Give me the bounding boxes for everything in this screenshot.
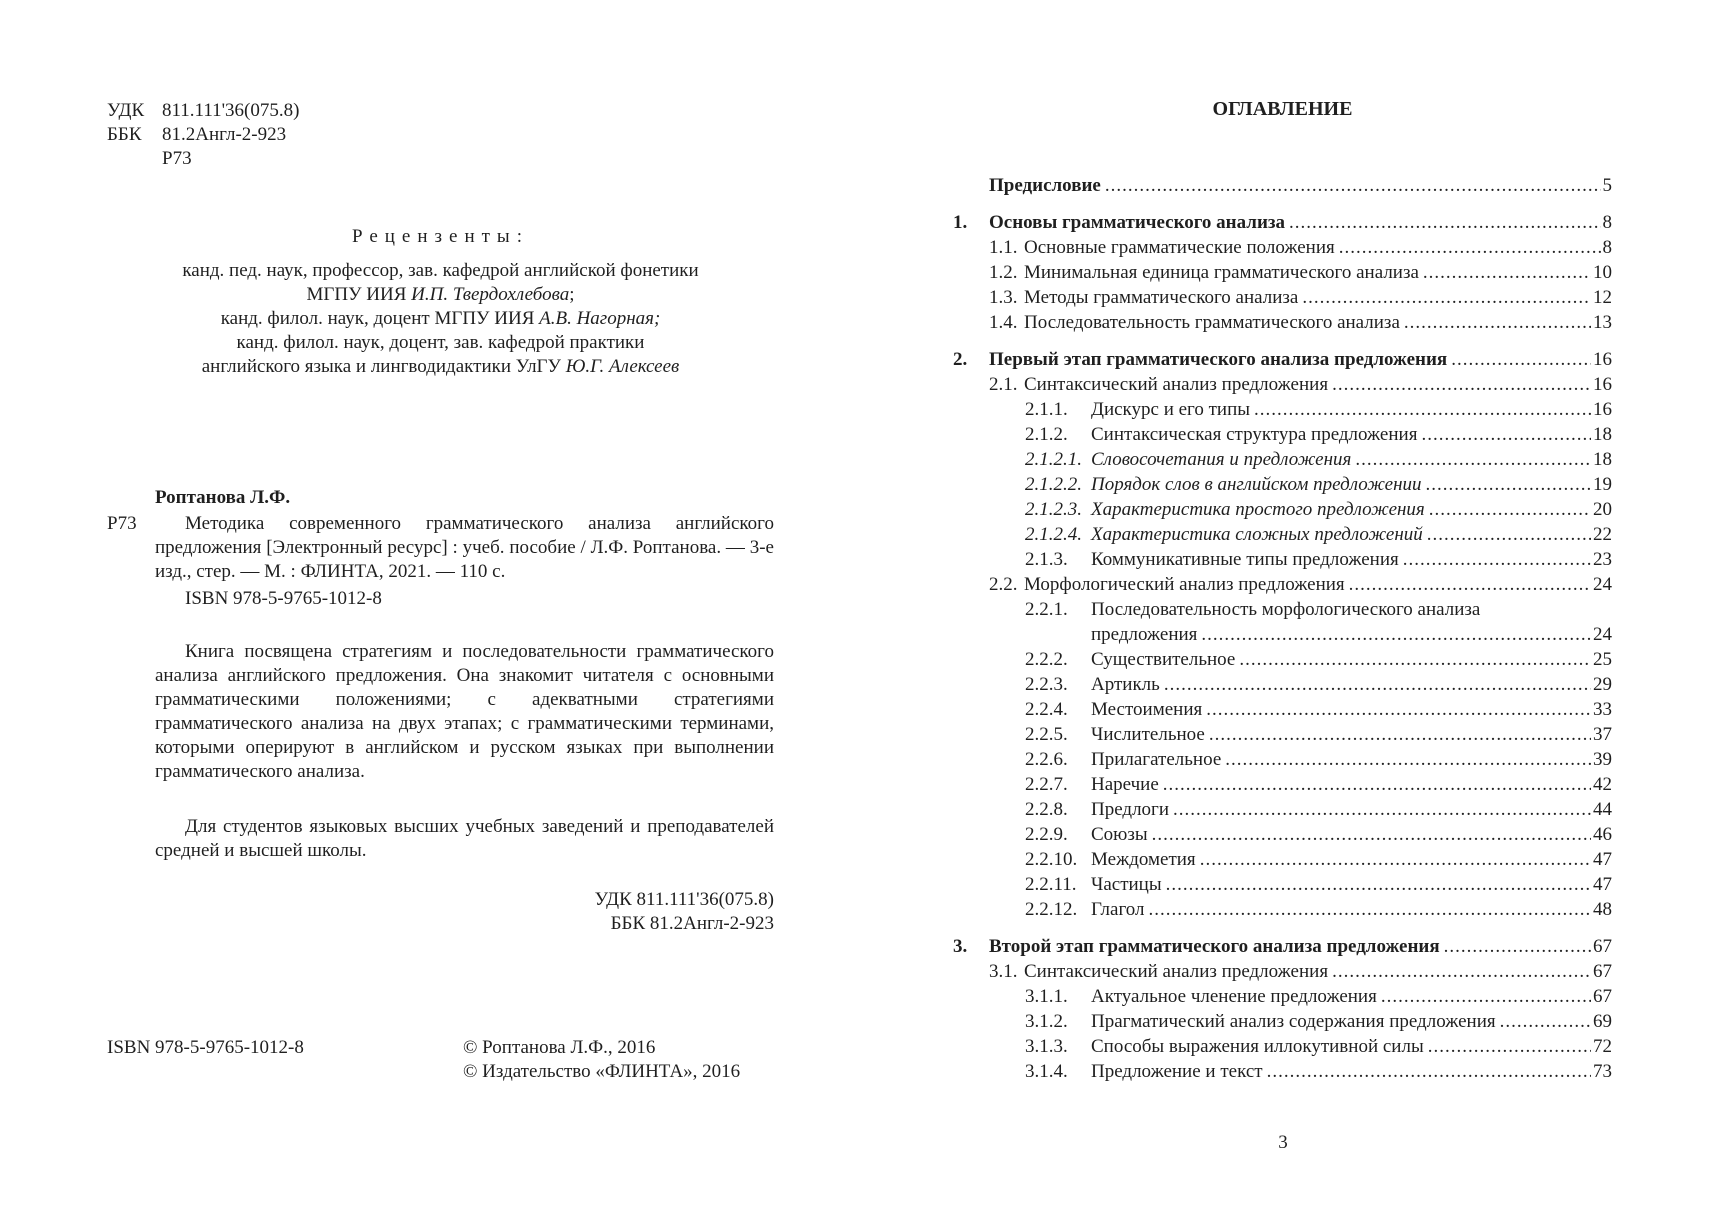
toc-entry <box>953 498 1612 523</box>
toc-dot-leader <box>1200 848 1591 872</box>
toc-entry-label: предложения <box>1091 624 1198 645</box>
toc-dot-leader <box>1349 573 1591 597</box>
toc-entry-number: 2.2.11. <box>1025 874 1077 895</box>
biblio-description <box>155 512 774 584</box>
toc-entry <box>953 748 1612 773</box>
toc-entry-page: 13 <box>1593 312 1612 333</box>
toc-entry-page: 67 <box>1593 961 1612 982</box>
toc-entry <box>953 573 1612 598</box>
toc-dot-leader <box>1404 311 1591 335</box>
toc-entry <box>953 174 1612 199</box>
toc-dot-leader <box>1201 623 1591 647</box>
reviewer-line-4: канд. филол. наук, доцент, зав. кафедрой практики <box>236 332 645 353</box>
toc-entry-label: Основы грамматического анализа <box>989 212 1286 233</box>
toc-entry-label: Предисловие <box>989 175 1101 196</box>
toc-entry-label: Морфологический анализ предложения <box>1024 574 1345 595</box>
toc-dot-leader <box>1355 448 1591 472</box>
biblio-isbn: ISBN 978-5-9765-1012-8 <box>185 588 382 609</box>
toc-entry <box>953 848 1612 873</box>
toc-dot-leader <box>1332 373 1591 397</box>
reviewer-name-3: Ю.Г. Алексеев <box>565 356 680 377</box>
toc-entry-number: 2.1.1. <box>1025 399 1068 420</box>
reviewer-line-2 <box>107 283 774 307</box>
toc-dot-leader <box>1381 985 1591 1009</box>
toc-entry <box>953 935 1612 960</box>
copyright-author: © Роптанова Л.Ф., 2016 <box>463 1037 656 1058</box>
copyright-block <box>463 1036 740 1084</box>
toc-entry-label: Минимальная единица грамматического анализа <box>1024 262 1419 283</box>
toc-entry-number: 2.1.3. <box>1025 549 1068 570</box>
toc-entry <box>953 723 1612 748</box>
toc-entry-page: 10 <box>1593 262 1612 283</box>
toc-dot-leader <box>1209 723 1591 747</box>
toc-entry-number: 2.2.6. <box>1025 749 1068 770</box>
toc-entry-number: 2.1.2.2. <box>1025 474 1082 495</box>
toc-dot-leader <box>1166 873 1591 897</box>
toc-entry <box>953 423 1612 448</box>
toc-entry-page: 18 <box>1593 449 1612 470</box>
toc-dot-leader <box>1225 748 1591 772</box>
page-number: 3 <box>1278 1132 1288 1153</box>
toc-entry <box>953 698 1612 723</box>
toc-entry <box>953 823 1612 848</box>
toc-entry-label: Актуальное членение предложения <box>1091 986 1377 1007</box>
toc-dot-leader <box>1163 773 1591 797</box>
toc-entry-page: 20 <box>1593 499 1612 520</box>
toc-dot-leader <box>1421 423 1591 447</box>
reviewer-line-1: канд. пед. наук, профессор, зав. кафедрой английской фонетики <box>182 260 699 281</box>
toc-entry-page: 46 <box>1593 824 1612 845</box>
bbk-label: ББК <box>107 124 142 145</box>
toc-entry-label: Глагол <box>1091 899 1145 920</box>
toc-entry-page: 33 <box>1593 699 1612 720</box>
toc-entry-number: 2.2. <box>989 574 1018 595</box>
author-code: Р73 <box>162 148 192 169</box>
reviewer-affil-3: английского языка и лингводидактики УлГУ <box>201 356 566 377</box>
toc-entry <box>953 398 1612 423</box>
toc-entry-label: Коммуникативные типы предложения <box>1091 549 1399 570</box>
toc-entry-label: Характеристика сложных предложений <box>1091 524 1423 545</box>
toc-entry-number: 3.1.1. <box>1025 986 1068 1007</box>
annotation-paragraph-2 <box>155 815 774 863</box>
reviewer-line-5 <box>107 355 774 379</box>
toc-entry-label: Порядок слов в английском предложении <box>1091 474 1422 495</box>
toc-dot-leader <box>1206 698 1591 722</box>
toc-dot-leader <box>1428 1035 1591 1059</box>
toc-entry-label: Частицы <box>1091 874 1162 895</box>
toc-title: ОГЛАВЛЕНИЕ <box>1212 98 1353 120</box>
toc-entry-page: 5 <box>1602 175 1612 196</box>
bbk-line <box>107 123 299 147</box>
toc-entry <box>953 598 1612 623</box>
reviewer-affil-2: канд. филол. наук, доцент МГПУ ИИЯ <box>220 308 540 329</box>
toc-entry <box>953 286 1612 311</box>
toc-entry <box>953 960 1612 985</box>
toc-entry <box>953 373 1612 398</box>
toc-entry <box>953 673 1612 698</box>
toc-entry-page: 73 <box>1593 1061 1612 1082</box>
reviewer-line-3 <box>107 307 774 331</box>
toc-dot-leader <box>1423 261 1591 285</box>
toc-entry <box>953 1035 1612 1060</box>
toc-entry-number: 2.2.3. <box>1025 674 1068 695</box>
toc-entry <box>953 523 1612 548</box>
toc-dot-leader <box>1267 1060 1591 1084</box>
toc-entry-page: 16 <box>1593 349 1612 370</box>
toc-entry <box>953 648 1612 673</box>
toc-entry-page: 16 <box>1593 374 1612 395</box>
toc-dot-leader <box>1429 498 1591 522</box>
udk-block <box>107 99 299 171</box>
toc-entry-number: 2. <box>953 349 968 370</box>
toc-dot-leader <box>1403 548 1591 572</box>
toc-entry-page: 19 <box>1593 474 1612 495</box>
toc-dot-leader <box>1426 473 1591 497</box>
toc-entry-number: 2.1.2.4. <box>1025 524 1082 545</box>
toc-entry-label: Второй этап грамматического анализа предложения <box>989 936 1440 957</box>
toc-entry <box>953 261 1612 286</box>
toc-dot-leader <box>1332 960 1591 984</box>
toc-entry-number: 1. <box>953 212 968 233</box>
toc-entry-label: Наречие <box>1091 774 1159 795</box>
toc-dot-leader <box>1173 798 1591 822</box>
toc-entry-label: Характеристика простого предложения <box>1091 499 1425 520</box>
udk-line <box>107 99 299 123</box>
toc-entry-number: 2.1. <box>989 374 1018 395</box>
toc-entry-label: Последовательность морфологического анализа <box>1091 599 1481 620</box>
toc-entry-label: Дискурс и его типы <box>1091 399 1251 420</box>
toc-dot-leader <box>1500 1010 1591 1034</box>
toc-entry-page: 44 <box>1593 799 1612 820</box>
toc-entry-page: 48 <box>1593 899 1612 920</box>
author-name: Роптанова Л.Ф. <box>155 487 291 508</box>
toc-dot-leader <box>1164 673 1591 697</box>
toc-entry-label: Последовательность грамматического анализа <box>1024 312 1400 333</box>
biblio-text: Методика современного грамматического анализа английского предложения [Электронный ресурс] : учеб. пособие / Л.Ф. Роптанова. — 3-е изд., стер. — М. : ФЛИНТА, 2021. — 110 с. <box>155 513 774 582</box>
toc-dot-leader <box>1444 935 1591 959</box>
toc-entry-page: 39 <box>1593 749 1612 770</box>
toc-entry-label: Местоимения <box>1091 699 1203 720</box>
toc-dot-leader <box>1239 648 1591 672</box>
toc-entry-number: 1.4. <box>989 312 1018 333</box>
toc-entry-label: Синтаксический анализ предложения <box>1024 961 1329 982</box>
toc-entry-label: Первый этап грамматического анализа предложения <box>989 349 1448 370</box>
toc-entry-number: 2.2.12. <box>1025 899 1078 920</box>
toc-dot-leader <box>1149 898 1591 922</box>
toc-entry-number: 2.2.8. <box>1025 799 1068 820</box>
toc-entry-number: 2.2.4. <box>1025 699 1068 720</box>
toc-entry-page: 29 <box>1593 674 1612 695</box>
toc-entry-number: 3.1.3. <box>1025 1036 1068 1057</box>
toc-entry <box>953 798 1612 823</box>
toc-entry <box>953 548 1612 573</box>
toc-entry-label: Основные грамматические положения <box>1024 237 1335 258</box>
toc-entry-page: 42 <box>1593 774 1612 795</box>
toc-entry-page: 24 <box>1593 624 1612 645</box>
toc-dot-leader <box>1289 211 1600 235</box>
toc-entry-label: Существительное <box>1091 649 1236 670</box>
reviewer-name-2: А.В. Нагорная; <box>539 308 661 329</box>
toc-entry-page: 12 <box>1593 287 1612 308</box>
toc-entry-label: Словосочетания и предложения <box>1091 449 1352 470</box>
udk-label: УДК <box>107 100 145 121</box>
reviewer-affil-1: МГПУ ИИЯ <box>306 284 412 305</box>
toc-entry-number: 2.1.2.3. <box>1025 499 1082 520</box>
reviewer-name-1: И.П. Твердохлебова <box>411 284 570 305</box>
isbn-bottom: ISBN 978-5-9765-1012-8 <box>107 1037 304 1058</box>
annotation-paragraph-1 <box>155 640 774 784</box>
toc-entry-label: Способы выражения иллокутивной силы <box>1091 1036 1424 1057</box>
biblio-code: Р73 <box>107 513 137 534</box>
toc-entry <box>953 898 1612 923</box>
toc-entry-number: 2.2.1. <box>1025 599 1068 620</box>
toc-entry-label: Синтаксический анализ предложения <box>1024 374 1329 395</box>
toc-entry-page: 67 <box>1593 986 1612 1007</box>
toc-entry <box>953 211 1612 236</box>
toc-entry-label: Методы грамматического анализа <box>1024 287 1299 308</box>
toc-entry-page: 18 <box>1593 424 1612 445</box>
udk-bottom-block <box>455 888 774 936</box>
toc-entry-page: 69 <box>1593 1011 1612 1032</box>
udk-bottom: УДК 811.111'36(075.8) <box>594 889 774 910</box>
reviewers-heading: Рецензенты: <box>352 226 529 247</box>
toc-entry-page: 8 <box>1602 212 1612 233</box>
udk-value: 811.111'36(075.8) <box>162 100 300 121</box>
reviewer-sep-1: ; <box>569 284 575 305</box>
copyright-publisher: © Издательство «ФЛИНТА», 2016 <box>463 1061 741 1082</box>
toc-dot-leader <box>1451 348 1591 372</box>
toc-entry <box>953 873 1612 898</box>
toc-entry-page: 23 <box>1593 549 1612 570</box>
toc-entry-label: Прилагательное <box>1091 749 1222 770</box>
toc-entry-label: Предложение и текст <box>1091 1061 1263 1082</box>
toc-entry-number: 1.2. <box>989 262 1018 283</box>
toc-entry <box>953 985 1612 1010</box>
toc-entry <box>953 773 1612 798</box>
toc-entry-number: 2.2.7. <box>1025 774 1068 795</box>
toc-entry-number: 2.2.5. <box>1025 724 1068 745</box>
toc-entry <box>953 236 1612 261</box>
toc-dot-leader <box>1427 523 1591 547</box>
toc-entry-number: 3.1. <box>989 961 1018 982</box>
toc-entry-label: Союзы <box>1091 824 1148 845</box>
toc-entry-number: 2.2.2. <box>1025 649 1068 670</box>
toc-entry-number: 2.1.2. <box>1025 424 1068 445</box>
toc-entry-number: 1.3. <box>989 287 1018 308</box>
toc-entry <box>953 1010 1612 1035</box>
toc-entry <box>953 311 1612 336</box>
toc-entry-number: 2.1.2.1. <box>1025 449 1082 470</box>
toc-entry-number: 2.2.10. <box>1025 849 1078 870</box>
toc-entry-label: Артикль <box>1091 674 1160 695</box>
annotation-text-2: Для студентов языковых высших учебных заведений и преподавателей средней и высшей школы. <box>155 816 774 861</box>
toc-entry-page: 16 <box>1593 399 1612 420</box>
toc-dot-leader <box>1254 398 1591 422</box>
toc-entry-page: 67 <box>1593 936 1612 957</box>
toc-dot-leader <box>1152 823 1591 847</box>
toc-entry-label: Числительное <box>1091 724 1205 745</box>
toc-entry-number: 3. <box>953 936 968 957</box>
toc-entry <box>953 473 1612 498</box>
toc-entry-label: Междометия <box>1091 849 1196 870</box>
toc-dot-leader <box>1105 174 1601 198</box>
toc-entry-page: 24 <box>1593 574 1612 595</box>
toc-entry-number: 2.2.9. <box>1025 824 1068 845</box>
toc-entry-page: 47 <box>1593 849 1612 870</box>
toc-dot-leader <box>1339 236 1601 260</box>
toc-entry-page: 8 <box>1602 237 1612 258</box>
toc-entry <box>953 623 1612 648</box>
toc-entry-page: 37 <box>1593 724 1612 745</box>
toc-entry <box>953 448 1612 473</box>
toc-entry-number: 3.1.2. <box>1025 1011 1068 1032</box>
bbk-value: 81.2Англ-2-923 <box>162 124 287 145</box>
toc-entry-page: 22 <box>1593 524 1612 545</box>
toc-entry-page: 25 <box>1593 649 1612 670</box>
toc-entry-label: Синтаксическая структура предложения <box>1091 424 1418 445</box>
reviewers-block <box>107 225 774 379</box>
toc-dot-leader <box>1302 286 1591 310</box>
toc-entry <box>953 1060 1612 1085</box>
toc-entry-number: 3.1.4. <box>1025 1061 1068 1082</box>
toc-entry-label: Прагматический анализ содержания предложения <box>1091 1011 1496 1032</box>
annotation-text-1: Книга посвящена стратегиям и последовательности грамматического анализа английского предложения. Она знакомит читателя с основными грамматическими положениями; с адекватными стратегиями грамматического анализа на двух этапах; с грамматическими терминами, которыми оперируют в английском и русском языках при выполнении грамматического анализа. <box>155 641 774 782</box>
toc-entry-page: 47 <box>1593 874 1612 895</box>
toc-entry-number: 1.1. <box>989 237 1018 258</box>
toc-entry-label: Предлоги <box>1091 799 1170 820</box>
toc-entry-page: 72 <box>1593 1036 1612 1057</box>
bbk-bottom: ББК 81.2Англ-2-923 <box>610 913 774 934</box>
toc-entry <box>953 348 1612 373</box>
